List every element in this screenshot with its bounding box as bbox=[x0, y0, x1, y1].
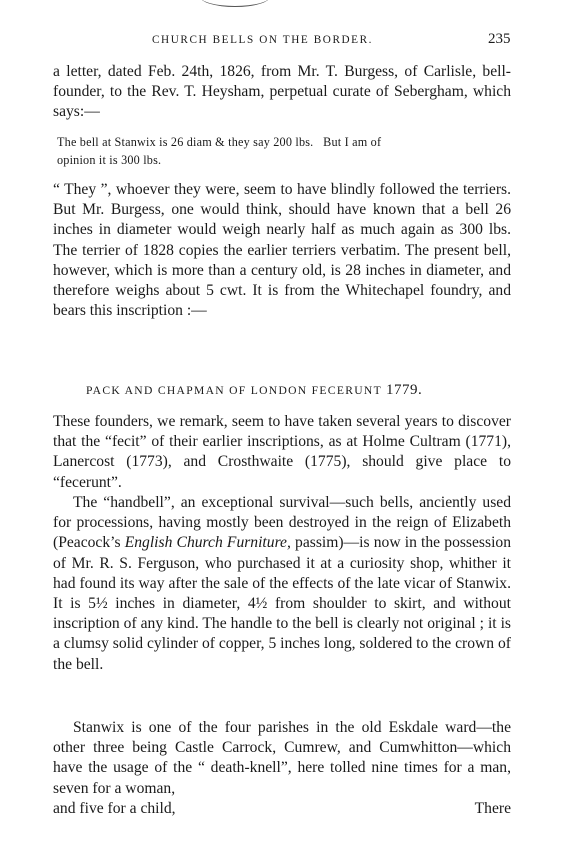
paragraph-letter-intro bbox=[53, 62, 511, 123]
running-head bbox=[0, 31, 567, 54]
quote-line: The bell at Stanwix is 26 diam & they say 200 lbs. But I am of bbox=[57, 135, 382, 149]
page-edge-mark bbox=[200, 0, 270, 7]
bell-inscription bbox=[86, 382, 422, 399]
quote-line: opinion it is 300 lbs. bbox=[57, 153, 162, 167]
paragraph-text: a letter, dated Feb. 24th, 1826, from Mr. T. Burgess, of Carlisle, bell-founder, to the Rev. T. Heysham, perpetual curate of Sebergham, which says:— bbox=[53, 63, 511, 121]
text-run: passim)—is now in the possession of Mr. R. S. Ferguson, who purchased it at a curiosity shop, whither it had found its way after the sale of the effects of the late vicar of Stanwix. It is 5½ inches in diameter, 4½ from shoulder to skirt, and without inscription of any kind. The handle to the bell is clearly not original ; it is a clumsy solid cylinder of copper, 5 inches long, soldered to the crown of the bell. bbox=[53, 534, 511, 673]
inscription-text: PACK AND CHAPMAN OF LONDON FECERUNT bbox=[86, 384, 382, 397]
paragraph-text bbox=[53, 493, 511, 675]
final-line bbox=[53, 799, 511, 819]
book-title: English Church Furniture, bbox=[124, 534, 291, 552]
paragraph-death-knell bbox=[53, 718, 511, 819]
paragraph-text: These founders, we remark, seem to have taken several years to discover that the “fecit” of their earlier inscriptions, as at Holme Cultram (1771), Lanercost (1773), and Crosthwaite (1775), should give place to “fecerunt”. bbox=[53, 413, 511, 491]
inscription-year: 1779. bbox=[385, 382, 423, 398]
page-number: 235 bbox=[488, 31, 511, 47]
letter-quote bbox=[57, 133, 512, 169]
catchword: There bbox=[474, 799, 511, 817]
final-line-text: and five for a child, bbox=[53, 799, 176, 817]
running-title: CHURCH BELLS ON THE BORDER. bbox=[152, 34, 374, 46]
paragraph-text: “ They ”, whoever they were, seem to have blindly followed the terriers. But Mr. Burgess, one would think, should have known that a bell 26 inches in diameter would weigh nearly half as much again as 300 lbs. The terrier of 1828 copies the earlier terriers verbatim. The present bell, however, which is more than a century old, is 28 inches in diameter, and therefore weighs about 5 cwt. It is from the Whitechapel foundry, and bears this inscription :— bbox=[53, 181, 511, 320]
paragraph-founders bbox=[53, 412, 511, 493]
paragraph-handbell bbox=[53, 493, 511, 675]
text-run: The “handbell”, an exceptional survival—such bells, anciently used for processions, having mostly been destroyed in the reign of Elizabeth (Peacock’s bbox=[53, 494, 511, 552]
paragraph-terriers bbox=[53, 180, 511, 321]
paragraph-text: Stanwix is one of the four parishes in the old Eskdale ward—the other three being Castle Carrock, Cumrew, and Cumwhitton—which have the usage of the “ death-knell”, here tolled nine times for a man, seven for a woman, bbox=[53, 719, 511, 797]
